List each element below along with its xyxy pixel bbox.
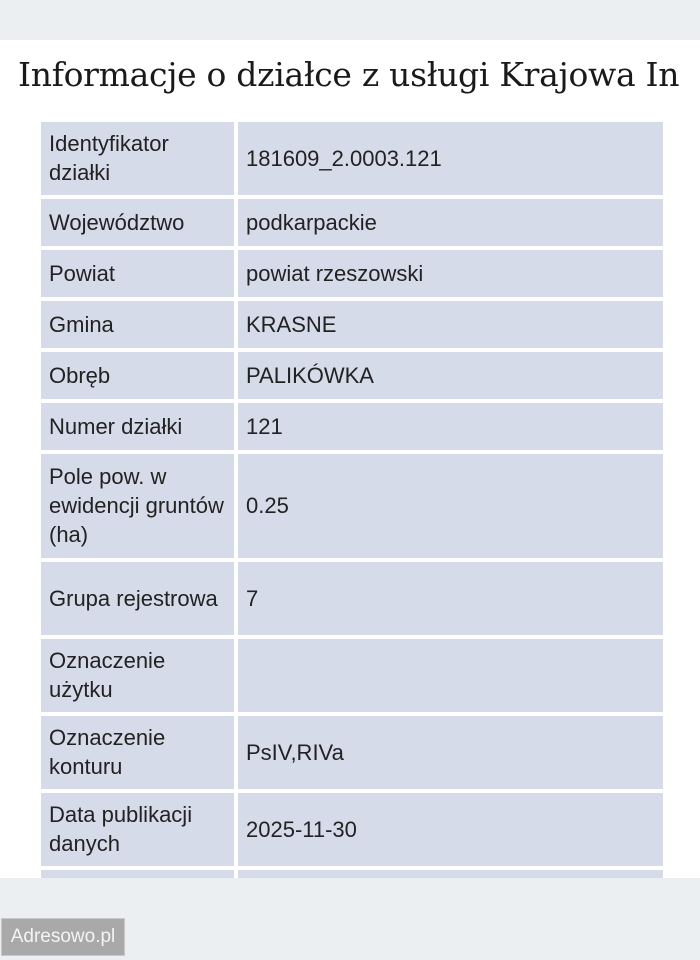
row-label: Identyfikator działki — [41, 122, 234, 195]
row-label: Data publikacji danych — [41, 793, 234, 866]
watermark-badge: Adresowo.pl — [1, 918, 125, 956]
row-value — [238, 639, 663, 712]
table-row — [41, 352, 663, 399]
table-row — [41, 403, 663, 450]
row-label: Gmina — [41, 301, 234, 348]
row-label: Oznaczenie konturu — [41, 716, 234, 789]
row-value: PsIV,RIVa — [238, 716, 663, 789]
row-label: Obręb — [41, 352, 234, 399]
table-row — [41, 562, 663, 635]
row-label: Województwo — [41, 199, 234, 246]
page-content — [0, 40, 700, 878]
top-bar — [0, 0, 700, 40]
table-row — [41, 716, 663, 789]
row-label: Grupa rejestrowa — [41, 562, 234, 635]
page-title: Informacje o działce z usługi Krajowa In — [18, 55, 680, 94]
row-value: powiat rzeszowski — [238, 250, 663, 297]
row-value: KRASNE — [238, 301, 663, 348]
row-value: 121 — [238, 403, 663, 450]
row-label: Oznaczenie użytku — [41, 639, 234, 712]
row-value: 7 — [238, 562, 663, 635]
table-row — [41, 250, 663, 297]
row-value: 2025-11-30 — [238, 793, 663, 866]
table-row — [41, 454, 663, 558]
table-row — [41, 639, 663, 712]
table-row — [41, 199, 663, 246]
row-label: Powiat — [41, 250, 234, 297]
row-value: podkarpackie — [238, 199, 663, 246]
table-row — [41, 301, 663, 348]
table-row — [41, 122, 663, 195]
row-label: Numer działki — [41, 403, 234, 450]
parcel-info-table — [37, 118, 667, 927]
table-row — [41, 793, 663, 866]
row-label: Pole pow. w ewidencji gruntów (ha) — [41, 454, 234, 558]
row-value: 0.25 — [238, 454, 663, 558]
row-value: 181609_2.0003.121 — [238, 122, 663, 195]
row-value: PALIKÓWKA — [238, 352, 663, 399]
